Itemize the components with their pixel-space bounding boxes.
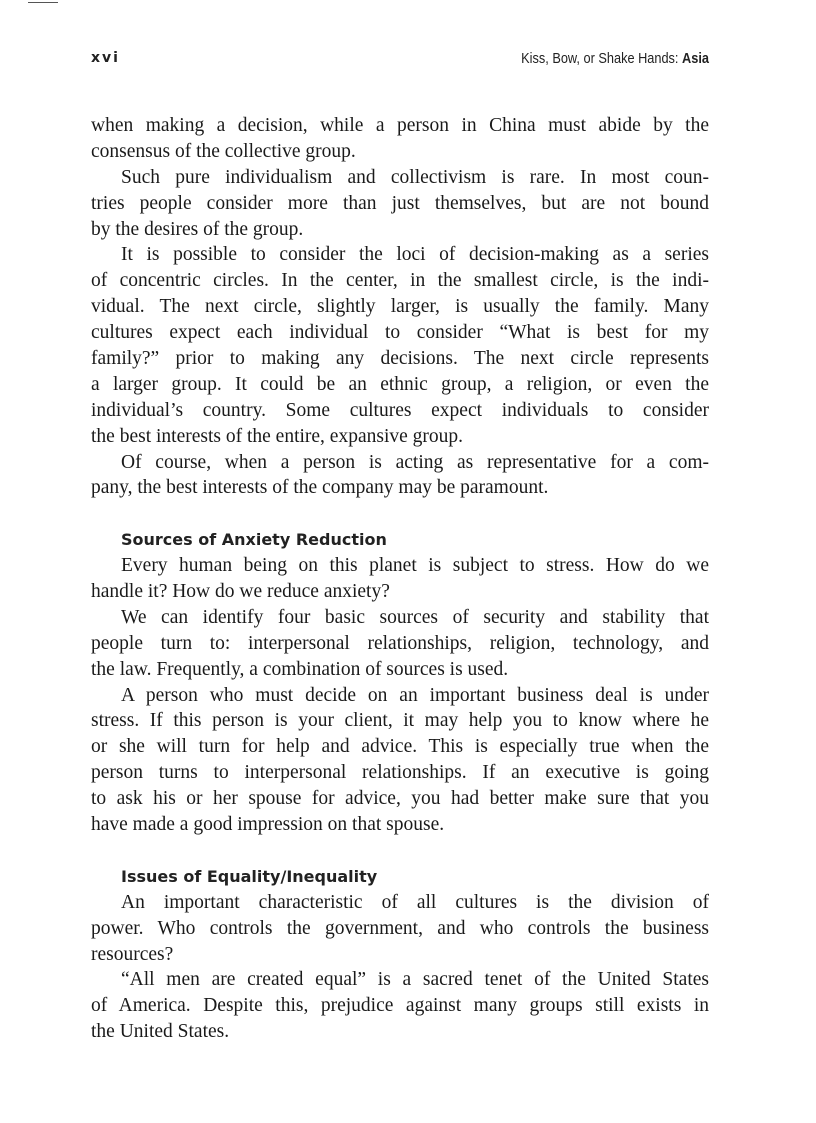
book-title-prefix: Kiss, Bow, or Shake Hands: (521, 50, 683, 67)
paragraph (91, 605, 709, 683)
text-line: of America. Despite this, prejudice against many groups still exists in (91, 995, 709, 1017)
running-head (91, 50, 709, 70)
text-line: tries people consider more than just themselves, but are not bound (91, 192, 709, 214)
text-line: It is possible to consider the loci of decision-making as a series (121, 244, 709, 266)
book-title (521, 50, 709, 67)
paragraph (91, 553, 709, 605)
text-line: vidual. The next circle, slightly larger, is usually the family. Many (91, 296, 709, 318)
text-line: consensus of the collective group. (91, 140, 356, 162)
text-line: Such pure individualism and collectivism is rare. In most coun- (121, 166, 709, 188)
paragraph (91, 450, 709, 502)
section-spacer (91, 501, 709, 527)
section-heading: Issues of Equality/Inequality (121, 866, 378, 886)
section-spacer (91, 838, 709, 864)
text-line: the United States. (91, 1021, 230, 1043)
text-line: Of course, when a person is acting as representative for a com- (121, 451, 709, 473)
text-line: Every human being on this planet is subject to stress. How do we (121, 555, 709, 577)
text-line: to ask his or her spouse for advice, you had better make sure that you (91, 788, 709, 810)
text-line: resources? (91, 943, 174, 965)
text-line: individual’s country. Some cultures expect individuals to consider (91, 399, 709, 421)
paragraph (91, 890, 709, 968)
text-line: or she will turn for help and advice. This is especially true when the (91, 736, 709, 758)
text-line: when making a decision, while a person in China must abide by the (91, 115, 709, 136)
paragraph (91, 967, 709, 1045)
text-line: We can identify four basic sources of security and stability that (121, 606, 709, 628)
text-line: “All men are created equal” is a sacred tenet of the United States (121, 969, 709, 991)
text-line: of concentric circles. In the center, in the smallest circle, is the indi- (91, 270, 709, 292)
text-line: pany, the best interests of the company may be paramount. (91, 477, 549, 499)
paragraph (91, 113, 709, 165)
crop-mark (28, 2, 58, 3)
text-line: power. Who controls the government, and who controls the business (91, 917, 709, 939)
text-line: An important characteristic of all cultures is the division of (121, 891, 709, 913)
section-heading: Sources of Anxiety Reduction (121, 530, 387, 550)
text-line: family?” prior to making any decisions. The next circle represents (91, 348, 709, 370)
text-line: person turns to interpersonal relationships. If an executive is going (91, 762, 709, 784)
text-line: A person who must decide on an important business deal is under (121, 684, 709, 706)
book-title-bold: Asia (682, 50, 709, 67)
paragraph (91, 683, 709, 838)
page-number: xvi (91, 50, 120, 66)
text-line: people turn to: interpersonal relationships, religion, technology, and (91, 632, 709, 654)
text-line: cultures expect each individual to consider “What is best for my (91, 322, 709, 344)
paragraph (91, 242, 709, 449)
text-line: the best interests of the entire, expansive group. (91, 425, 464, 447)
text-line: handle it? How do we reduce anxiety? (91, 581, 390, 603)
paragraph (91, 165, 709, 243)
text-line: stress. If this person is your client, it may help you to know where he (91, 710, 709, 732)
text-line: have made a good impression on that spouse. (91, 814, 445, 836)
text-line: a larger group. It could be an ethnic group, a religion, or even the (91, 373, 709, 395)
page-body (91, 113, 709, 1045)
text-line: by the desires of the group. (91, 218, 304, 240)
text-line: the law. Frequently, a combination of sources is used. (91, 658, 509, 680)
